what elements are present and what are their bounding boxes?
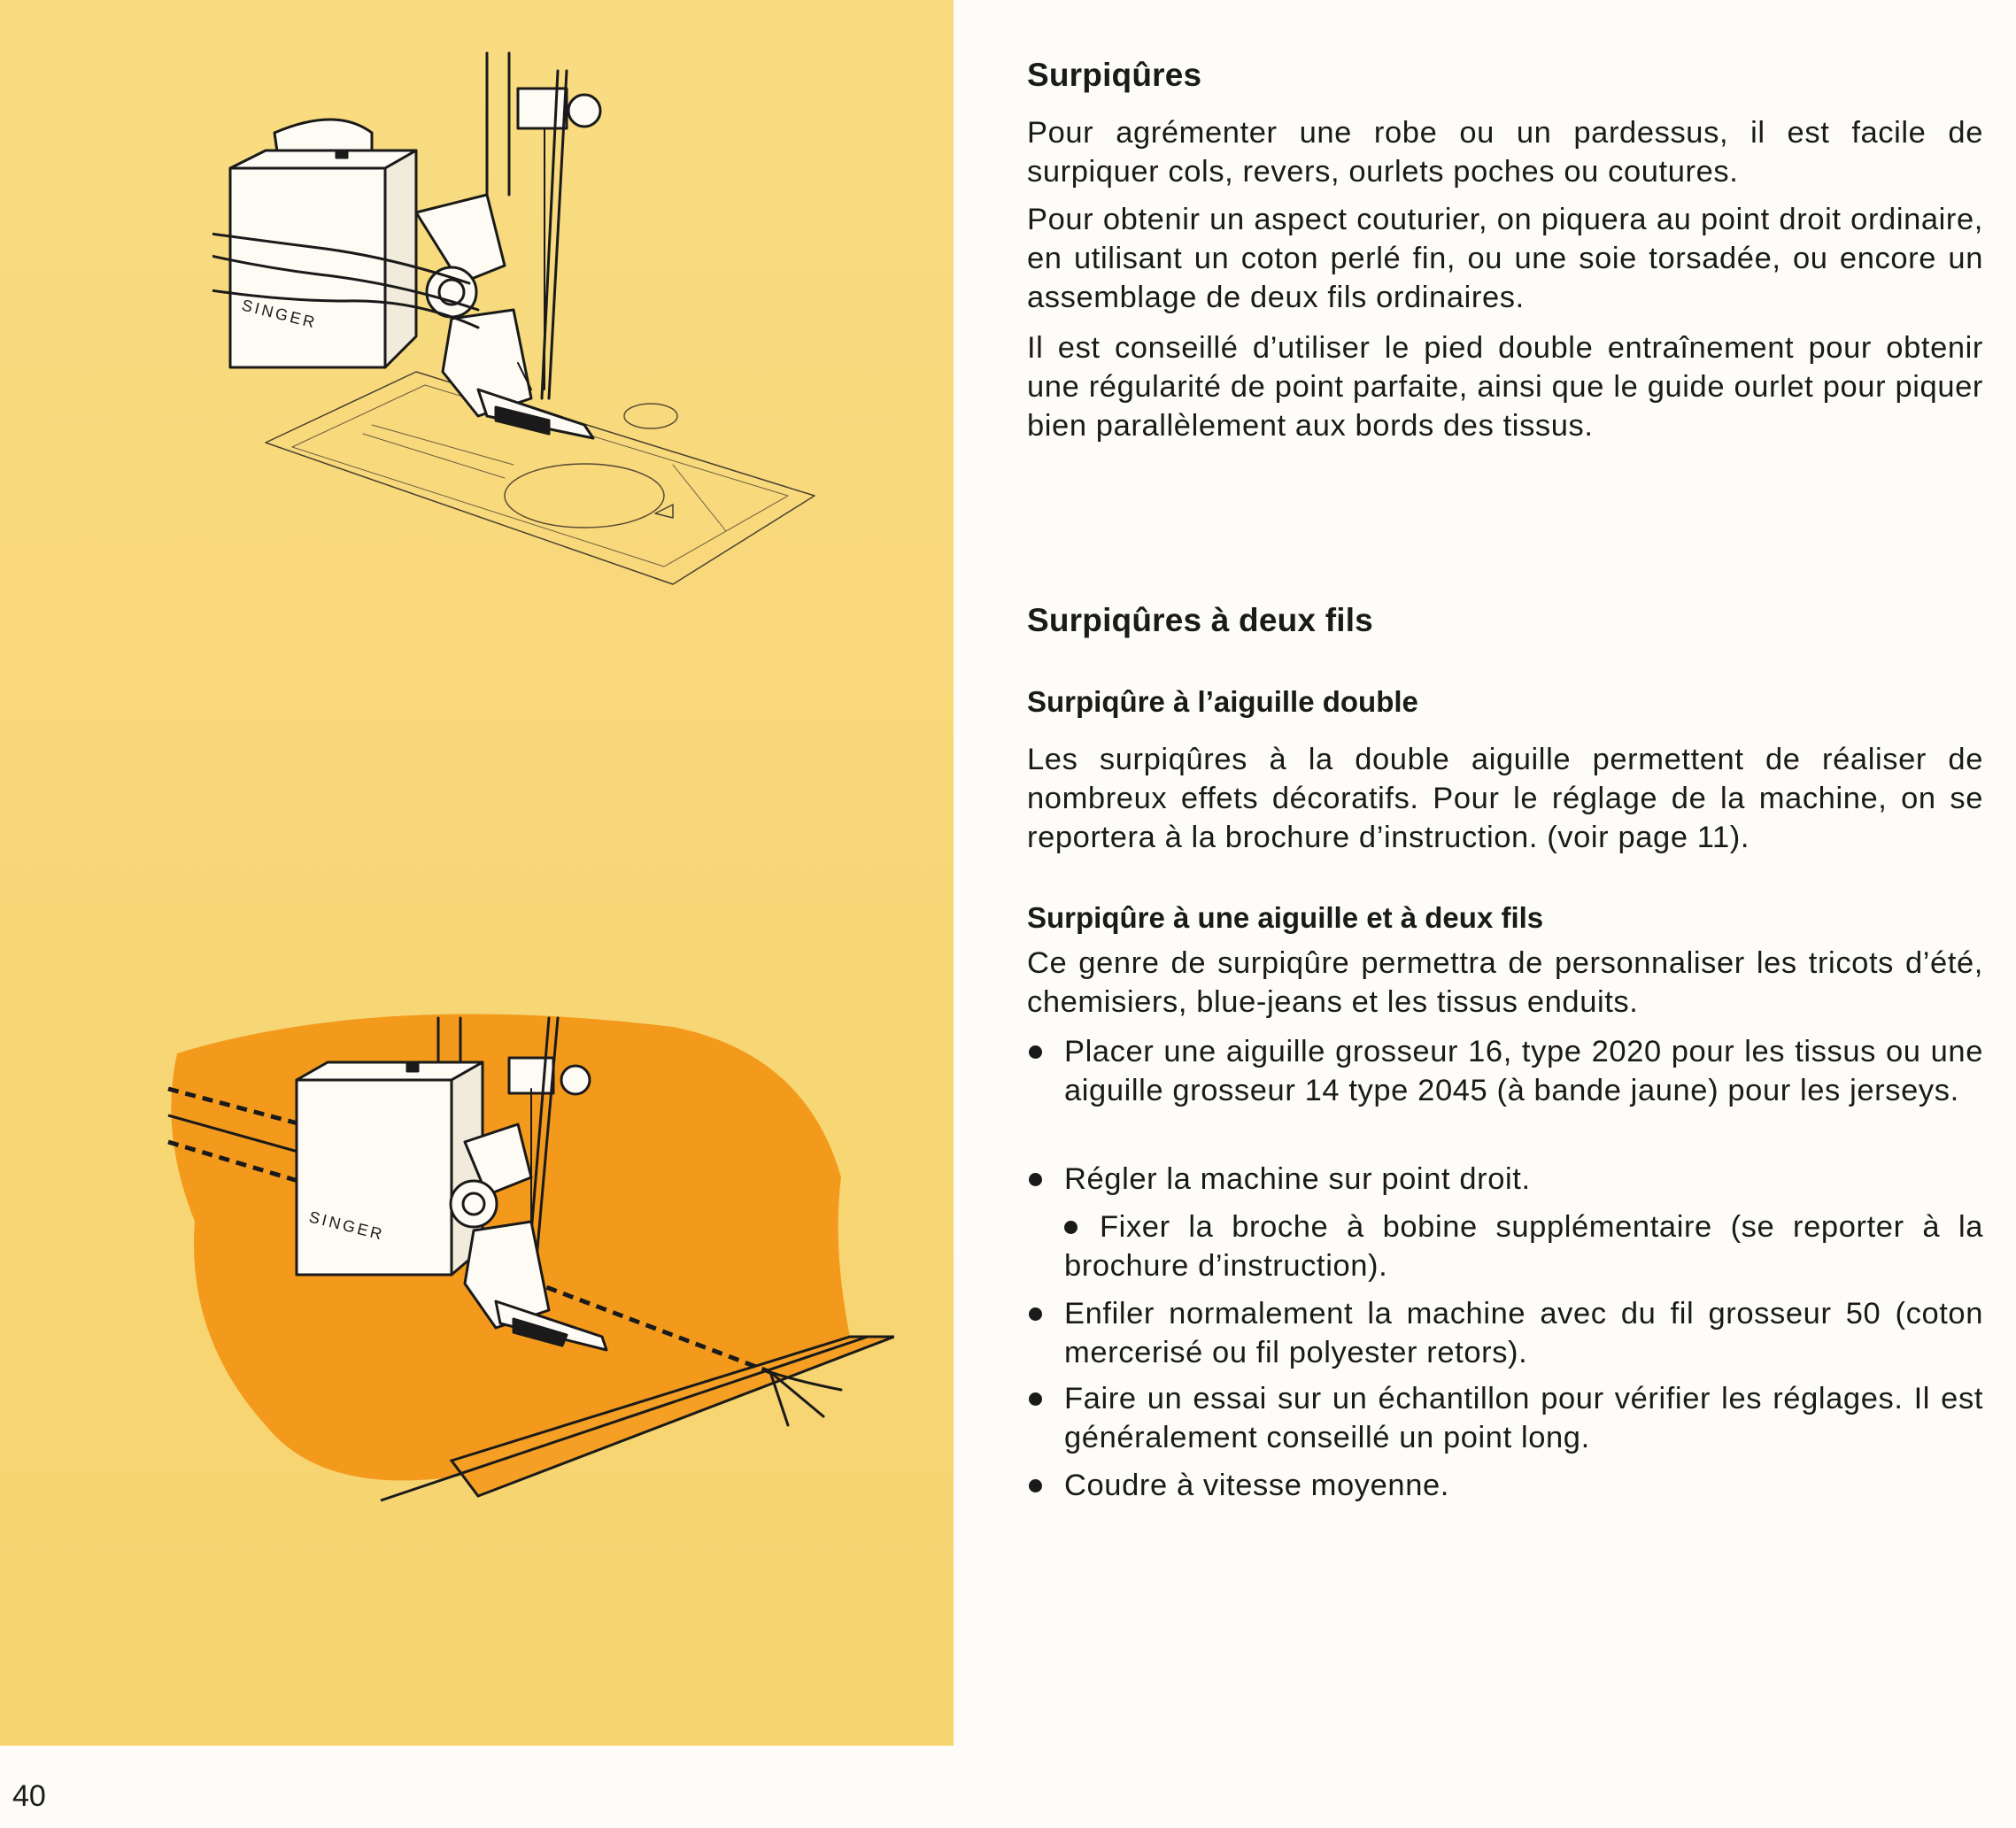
section1-title: Surpiqûres <box>1027 57 1202 93</box>
bullet-dot-icon <box>1029 1307 1042 1321</box>
bullet-item: Placer une aiguille grosseur 16, type 2020 pour les tissus ou une aiguille grosseur 14 type 2045 (à bande jaune) pour les jerseys. <box>1027 1032 1983 1110</box>
sub2-title: Surpiqûre à une aiguille et à deux fils <box>1027 901 1544 934</box>
section2-title: Surpiqûres à deux fils <box>1027 602 1373 638</box>
page-number: 40 <box>12 1779 46 1813</box>
section1-paragraph-2: Pour obtenir un aspect couturier, on piquera au point droit ordinaire, en utilisant un coton perlé fin, ou une soie torsadée, ou encore un assemblage de deux fils ordinaires. <box>1027 203 1983 314</box>
bottom-fabric-illustration <box>159 1000 894 1514</box>
bullet-dot-icon <box>1029 1045 1042 1059</box>
sub1-paragraph: Les surpiqûres à la double aiguille permettent de réaliser de nombreux effets décoratifs. Pour le réglage de la machine, on se reportera à la brochure d’instruction. (voir page 11). <box>1027 743 1983 854</box>
sub2-paragraph: Ce genre de surpiqûre permettra de personnaliser les tricots d’été, chemisiers, blue-jeans et les tissus enduits. <box>1027 946 1983 1019</box>
bullet-dot-icon <box>1029 1173 1042 1186</box>
top-brand-label: SINGER <box>240 296 320 332</box>
bullet-item: Enfiler normalement la machine avec du fil grosseur 50 (coton mercerisé ou fil polyester retors). <box>1027 1294 1983 1372</box>
section1-paragraph-3: Il est conseillé d’utiliser le pied double entraînement pour obtenir une régularité de point parfaite, ainsi que le guide ourlet pour piquer bien parallèlement aux bords des tissus. <box>1027 331 1983 443</box>
bullet-dot-icon <box>1029 1392 1042 1406</box>
bullet-item-indented: Fixer la broche à bobine supplémentaire (se reporter à la brochure d’instruction). <box>1064 1210 1983 1283</box>
bottom-brand-label: SINGER <box>307 1207 387 1244</box>
bullet-item: Faire un essai sur un échantillon pour vérifier les réglages. Il est généralement conseillé un point long. <box>1027 1379 1983 1457</box>
section1-paragraph-1: Pour agrémenter une robe ou un pardessus, il est facile de surpiquer cols, revers, ourlets poches ou coutures. <box>1027 116 1983 189</box>
top-sewing-foot-illustration <box>212 18 832 593</box>
bullet-item: Régler la machine sur point droit. <box>1027 1160 1983 1199</box>
bullet-dot-icon <box>1029 1479 1042 1492</box>
bullet-item: Coudre à vitesse moyenne. <box>1027 1466 1983 1505</box>
sub1-title: Surpiqûre à l’aiguille double <box>1027 685 1418 718</box>
bullet-dot-icon <box>1064 1221 1078 1234</box>
